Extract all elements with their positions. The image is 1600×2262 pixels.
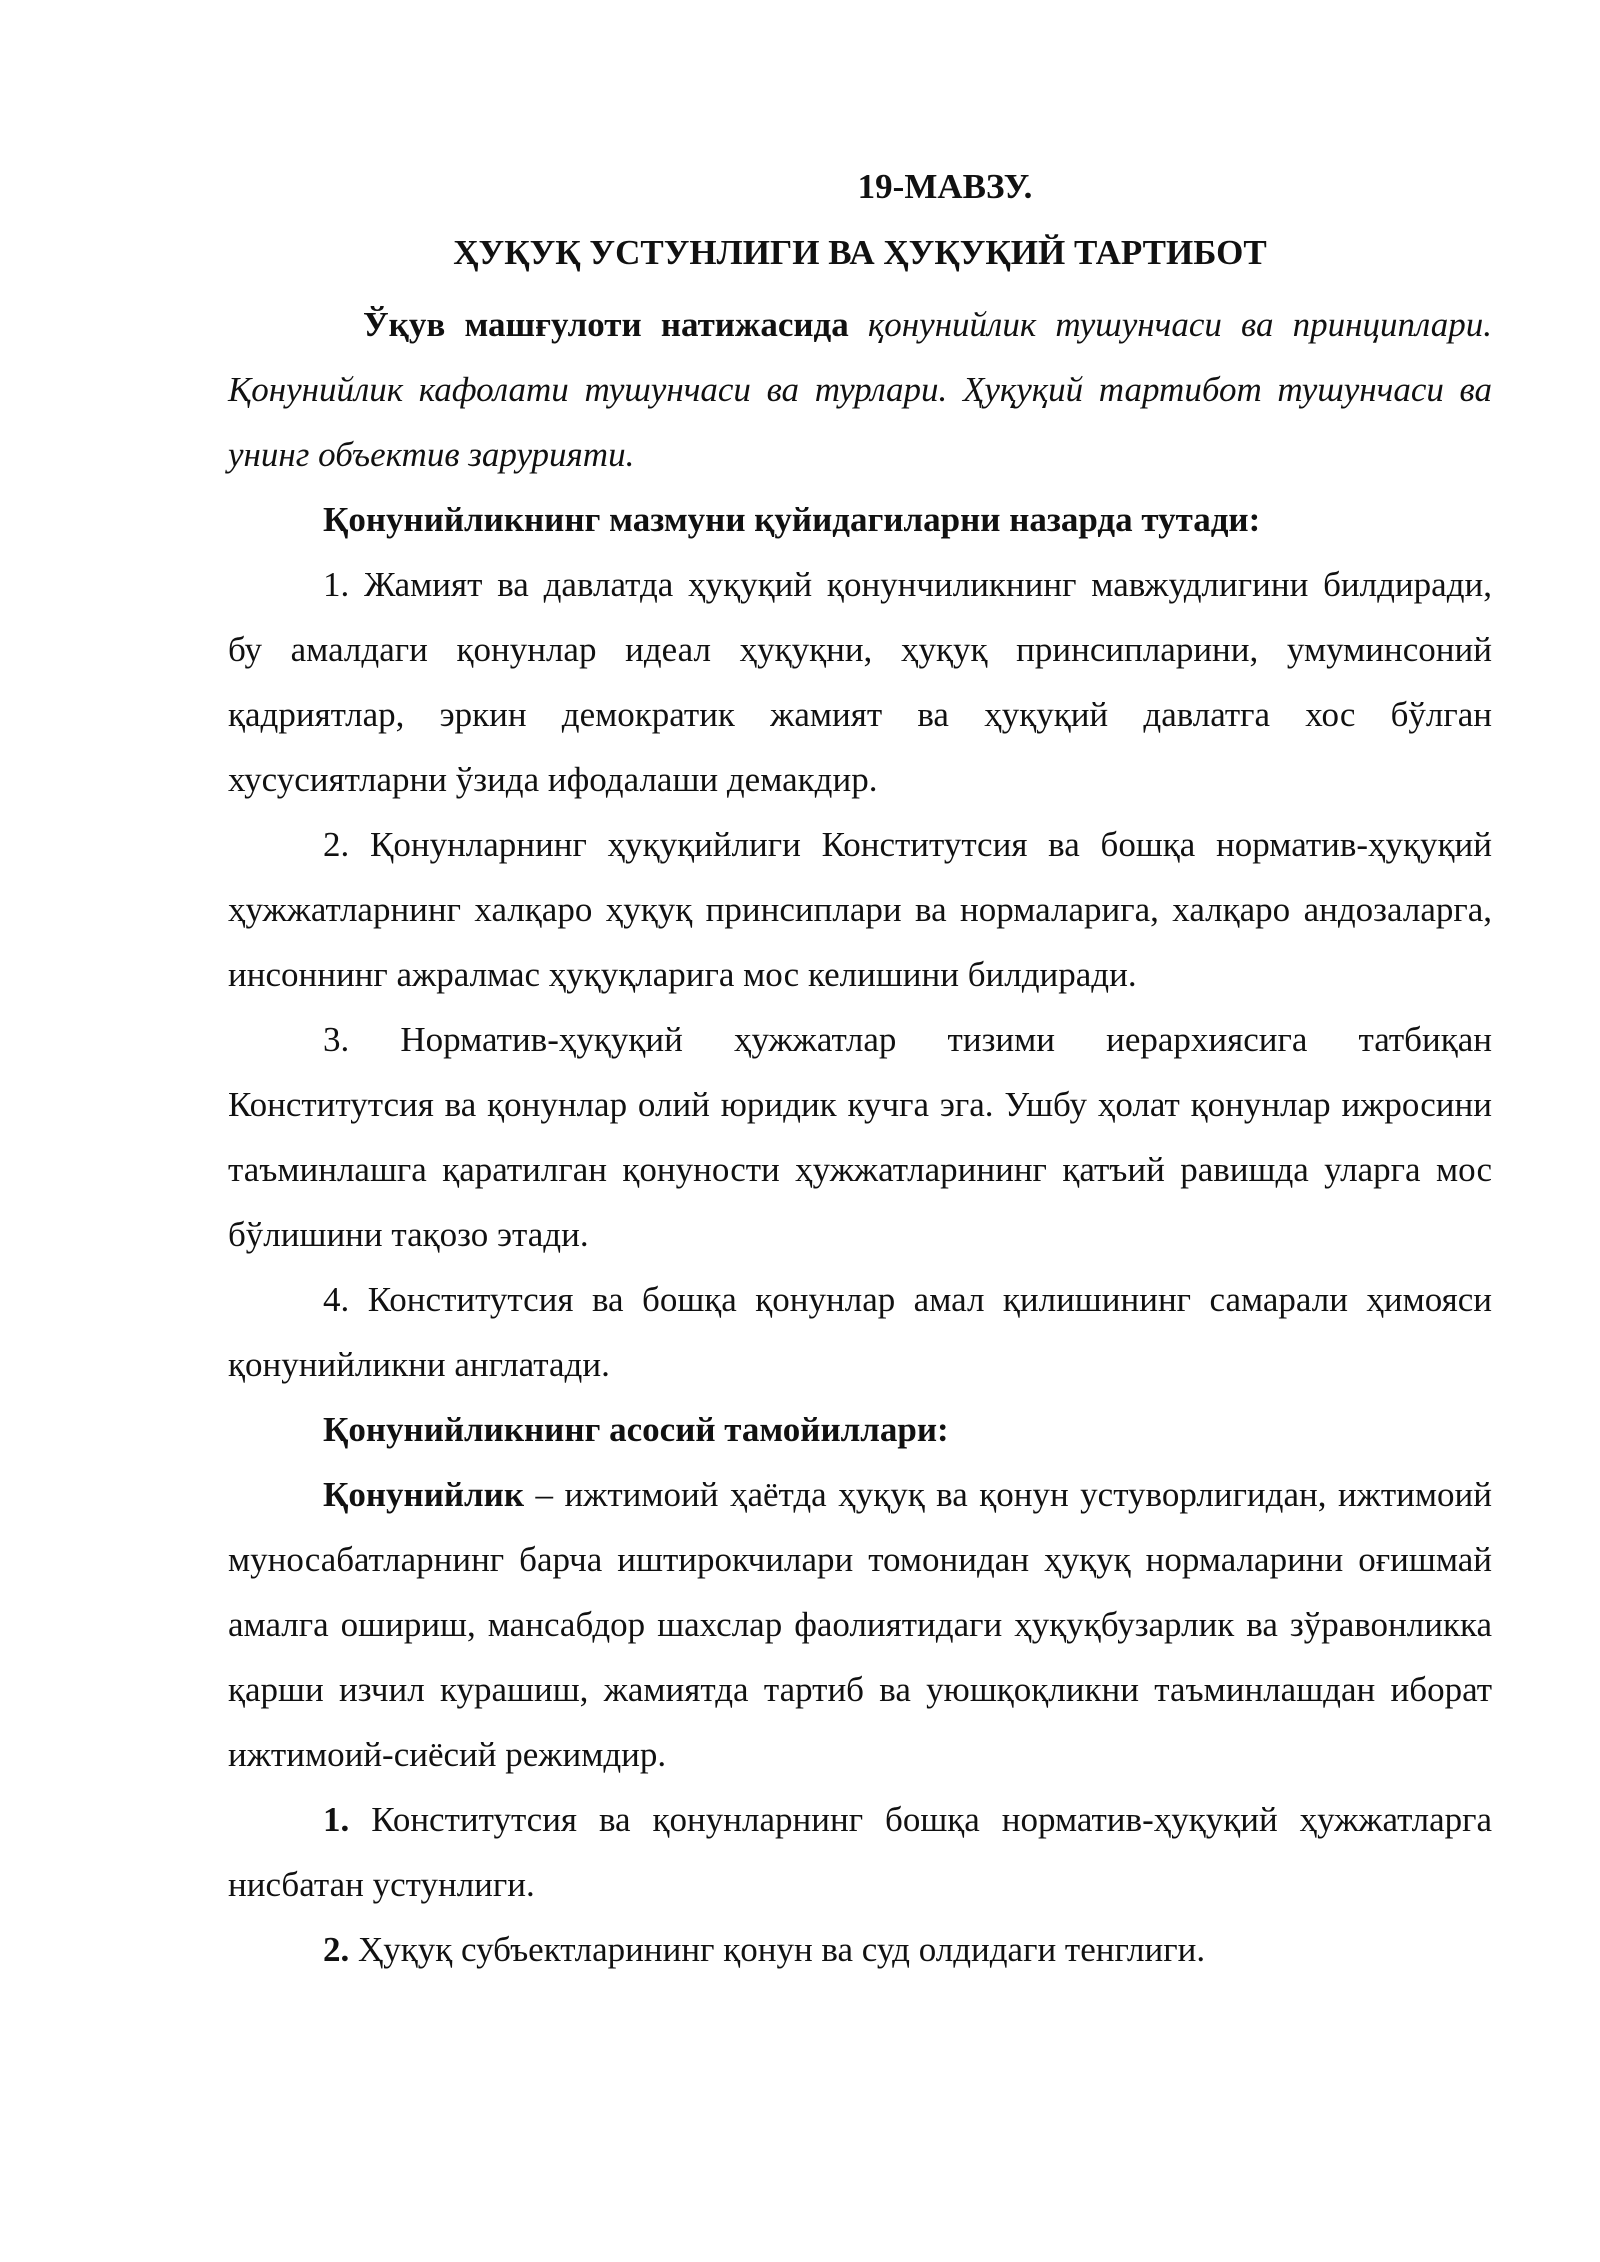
document-page [228, 148, 1492, 1982]
intro-objectives: қонунийлик тушунчаси ва принциплари. Қонунийлик кафолати тушунчаси ва турлари. Ҳуқуқий тартибот тушунчаси ва унинг объектив зарурияти. [228, 305, 1492, 474]
definition-paragraph [228, 1462, 1492, 1787]
numbered-item: 1. Жамият ва давлатда ҳуқуқий қонунчиликнинг мавжудлигини билдиради, бу амалдаги қонунлар идеал ҳуқуқни, ҳуқуқ принсипларини, умуминсоний қадриятлар, эркин демократик жамият ва ҳуқуқий давлатга хос бўлган хусусиятларни ўзида ифодалаши демакдир. [228, 565, 1492, 799]
definition-term: Қонунийлик [323, 1475, 525, 1514]
topic-number: 19-МАВЗУ. [857, 167, 1033, 206]
numbered-item: 4. Конститутсия ва бошқа қонунлар амал қилишининг самарали ҳимояси қонунийликни англатади. [228, 1280, 1492, 1384]
numbered-item: 3. Норматив-ҳуқуқий ҳужжатлар тизими иерархиясига татбиқан Конститутсия ва қонунлар олий юридик кучга эга. Ушбу ҳолат қонунлар ижросини таъминлашга қаратилган қонуности ҳужжатларининг қатъий равишда уларга мос бўлишини тақозо этади. [228, 1020, 1492, 1254]
intro-lead: Ўқув машғулоти натижасида [363, 305, 849, 344]
numbered-item: 2. Қонунларнинг ҳуқуқийлиги Конститутсия ва бошқа норматив-ҳуқуқий ҳужжатларнинг халқаро ҳуқуқ принсиплари ва нормаларига, халқаро андозаларга, инсоннинг ажралмас ҳуқуқларига мос келишини билдиради. [228, 825, 1492, 994]
section-heading-content: Қонунийликнинг мазмуни қуйидагиларни назарда тутади: [323, 500, 1261, 539]
principle-number: 2. [323, 1930, 350, 1969]
principle-text: Конститутсия ва қонунларнинг бошқа норматив-ҳуқуқий ҳужжатларга нисбатан устунлиги. [228, 1800, 1492, 1904]
document-title: ҲУҚУҚ УСТУНЛИГИ ВА ҲУҚУҚИЙ ТАРТИБОТ [453, 233, 1267, 272]
principle-item [228, 1917, 1492, 1982]
principle-text: Ҳуқуқ субъектларининг қонун ва суд олдидаги тенглиги. [349, 1930, 1206, 1969]
definition-text: – ижтимоий ҳаётда ҳуқуқ ва қонун устуворлигидан, ижтимоий муносабатларнинг барча иштирокчилари томонидан ҳуқуқ нормаларини оғишмай амалга ошириш, мансабдор шахслар фаолиятидаги ҳуқуқбузарлик ва зўравонликка қарши изчил курашиш, жамиятда тартиб ва уюшқоқликни таъминлашдан иборат ижтимоий-сиёсий режимдир. [228, 1475, 1492, 1774]
principle-number: 1. [323, 1800, 350, 1839]
intro-paragraph [228, 292, 1492, 487]
section-heading-principles: Қонунийликнинг асосий тамойиллари: [323, 1410, 949, 1449]
principle-item [228, 1787, 1492, 1917]
